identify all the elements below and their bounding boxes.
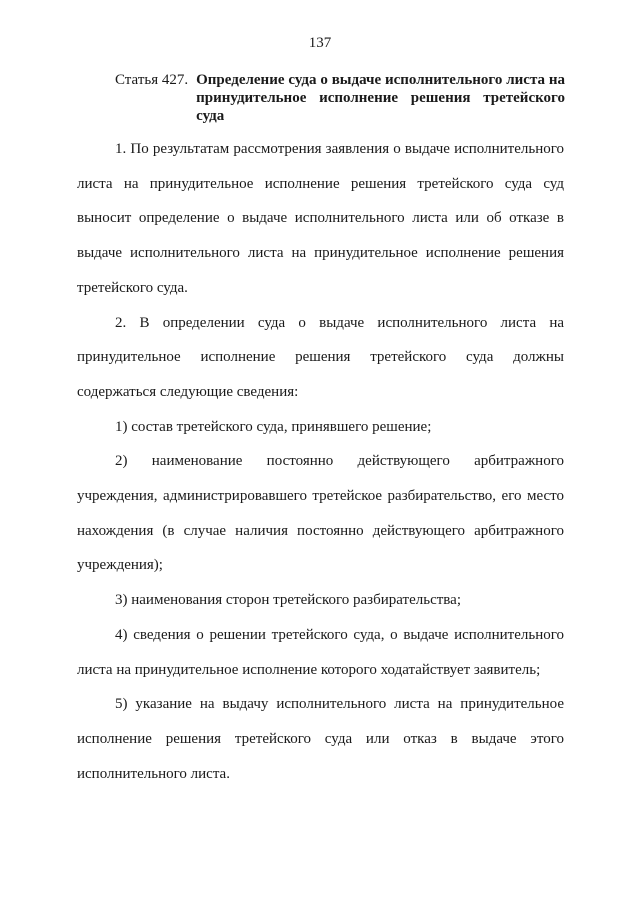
article-title: Определение суда о выдаче исполнительного листа на принудительное исполнение решения третейского суда [196,72,565,124]
paragraph-part-2: 2. В определении суда о выдаче исполнительного листа на принудительное исполнение решения третейского суда должны содержаться следующие сведения: [77,314,564,400]
article-label: Статья 427. [115,72,189,88]
page-number: 137 [308,35,332,51]
list-item-4: 4) сведения о решении третейского суда, о выдаче исполнительного листа на принудительное исполнение которого ходатайствует заявитель; [77,626,564,678]
article-heading [115,71,565,125]
list-item-5: 5) указание на выдачу исполнительного листа на принудительное исполнение решения третейского суда или отказ в выдаче этого исполнительного листа. [77,696,564,782]
list-item-2: 2) наименование постоянно действующего арбитражного учреждения, администрировавшего третейское разбирательство, его место нахождения (в случае наличия постоянно действующего арбитражного учреждения); [77,453,564,574]
list-item-3: 3) наименования сторон третейского разбирательства; [115,592,461,609]
article-body [77,132,564,791]
list-item-1: 1) состав третейского суда, принявшего решение; [115,418,432,435]
paragraph-part-1: 1. По результатам рассмотрения заявления о выдаче исполнительного листа на принудительное исполнение решения третейского суда суд выносит определение о выдаче исполнительного листа или об отказе в выдаче исполнительного листа на принудительное исполнение решения третейского суда. [77,141,564,296]
